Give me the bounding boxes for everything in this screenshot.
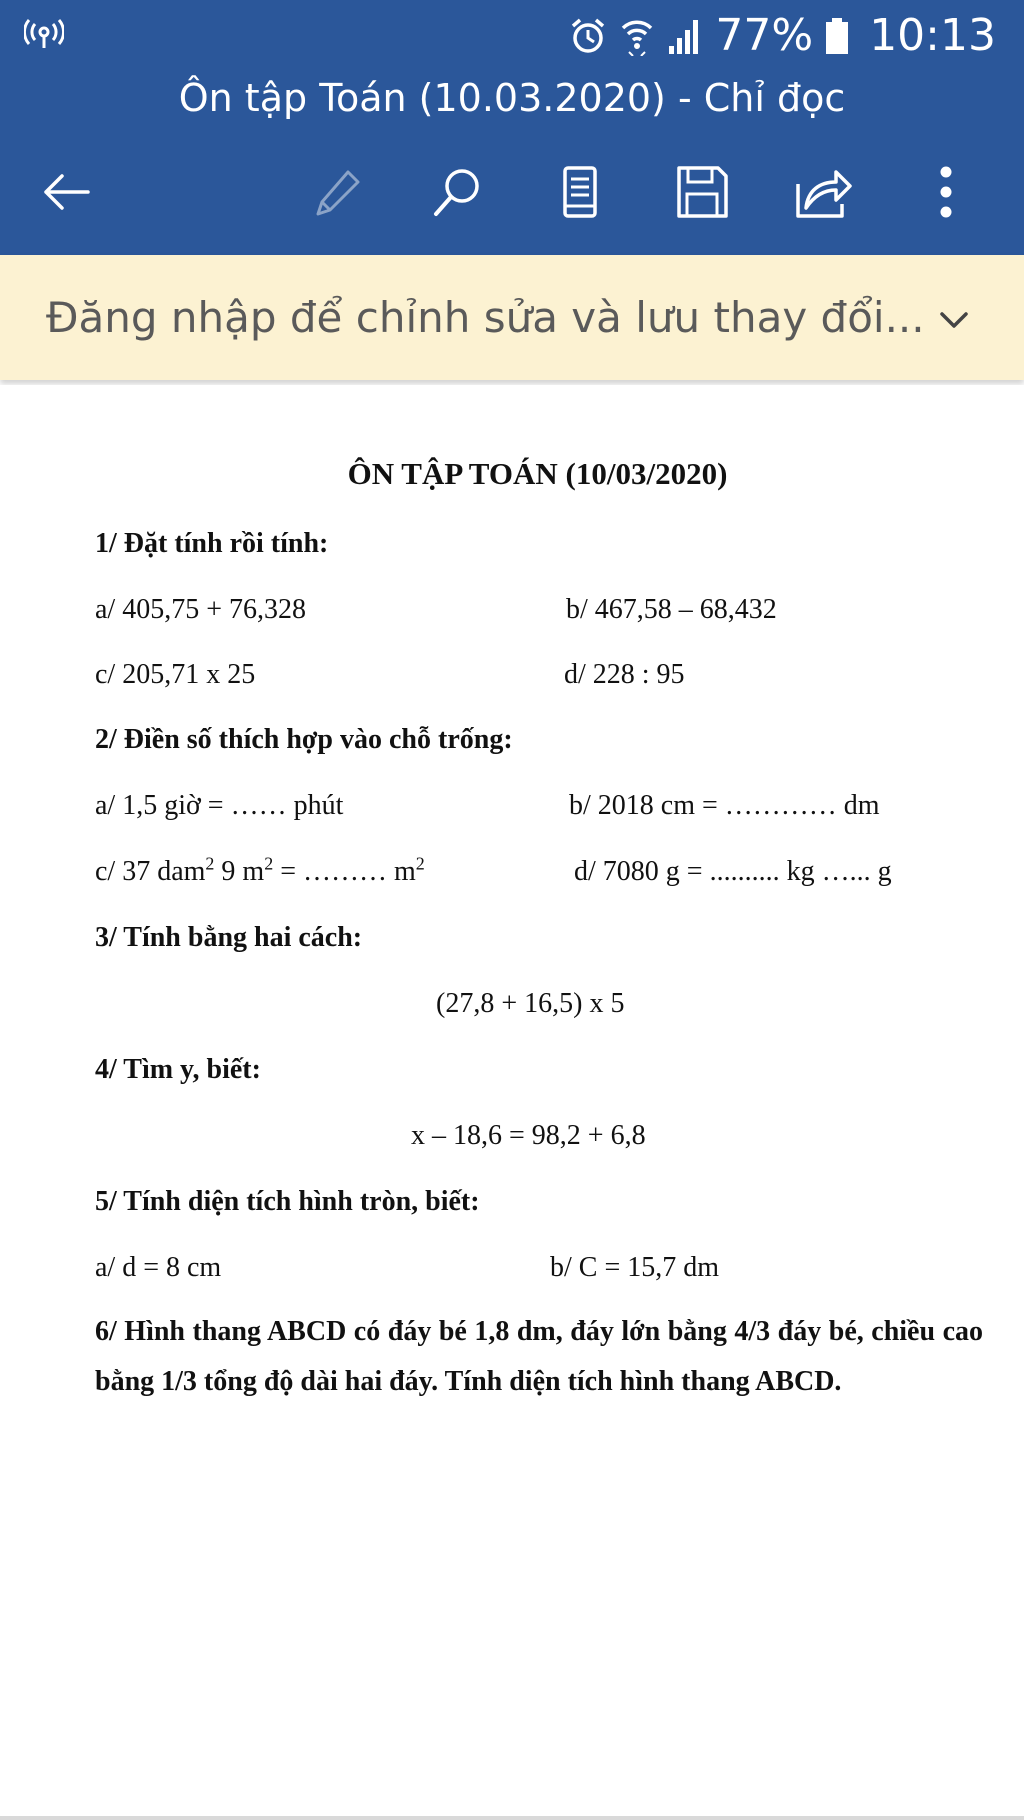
q1-d: d/ 228 : 95 — [564, 659, 685, 690]
q2-c-tail: = ……… m — [273, 856, 416, 887]
q5-a: a/ d = 8 cm — [95, 1252, 222, 1283]
sign-in-banner[interactable] — [0, 255, 1024, 380]
status-right — [569, 8, 996, 64]
chevron-down-icon[interactable] — [934, 300, 974, 340]
q1-a: a/ 405,75 + 76,328 — [95, 594, 306, 625]
superscript: 2 — [415, 853, 425, 874]
q2-c-mid: 9 m — [214, 856, 265, 887]
wifi-hotspot-icon — [24, 14, 64, 54]
share-icon[interactable] — [792, 160, 856, 224]
q4-expression: x – 18,6 = 98,2 + 6,8 — [411, 1120, 646, 1151]
alarm-icon — [569, 16, 607, 56]
signal-icon — [667, 16, 703, 56]
q2-heading: 2/ Điền số thích hợp vào chỗ trống: — [95, 724, 513, 755]
back-arrow-icon[interactable] — [34, 160, 98, 224]
superscript: 2 — [205, 853, 215, 874]
toolbar — [0, 150, 1024, 230]
document-page — [0, 385, 1024, 1820]
q2-c — [95, 855, 425, 889]
q2-a: a/ 1,5 giờ = …… phút — [95, 790, 344, 821]
wifi-icon — [619, 16, 655, 56]
reading-view-icon[interactable] — [548, 160, 612, 224]
battery-icon — [825, 16, 849, 56]
sign-in-message[interactable]: Đăng nhập để chỉnh sửa và lưu thay đổi... — [46, 293, 925, 342]
clock: 10:13 — [869, 10, 996, 61]
q1-c: c/ 205,71 x 25 — [95, 659, 256, 690]
save-icon[interactable] — [670, 160, 734, 224]
q1-b: b/ 467,58 – 68,432 — [566, 594, 777, 625]
page-divider — [0, 1816, 1024, 1820]
document-heading: ÔN TẬP TOÁN (10/03/2020) — [347, 456, 728, 491]
q3-expression: (27,8 + 16,5) x 5 — [436, 988, 625, 1019]
status-bar — [0, 0, 1024, 70]
document-title-bar: Ôn tập Toán (10.03.2020) - Chỉ đọc — [178, 76, 846, 120]
app-header — [0, 0, 1024, 255]
q3-heading: 3/ Tính bằng hai cách: — [95, 922, 363, 953]
superscript: 2 — [264, 853, 274, 874]
battery-percent: 77% — [715, 10, 814, 61]
edit-pencil-icon[interactable] — [304, 160, 368, 224]
q5-heading: 5/ Tính diện tích hình tròn, biết: — [95, 1186, 480, 1217]
q2-d: d/ 7080 g = .......... kg …... g — [574, 856, 892, 887]
q2-c-prefix: c/ 37 dam — [95, 856, 206, 887]
q6-text: 6/ Hình thang ABCD có đáy bé 1,8 dm, đáy lớn bằng 4/3 đáy bé, chiều cao bằng 1/3 tổng độ dài hai đáy. Tính diện tích hình thang ABCD. — [95, 1316, 983, 1397]
more-options-icon[interactable] — [914, 160, 978, 224]
q2-b: b/ 2018 cm = ………… dm — [569, 790, 880, 821]
q1-heading: 1/ Đặt tính rồi tính: — [95, 528, 329, 559]
q5-b: b/ C = 15,7 dm — [550, 1252, 720, 1283]
search-icon[interactable] — [426, 160, 490, 224]
q4-heading: 4/ Tìm y, biết: — [95, 1054, 261, 1085]
